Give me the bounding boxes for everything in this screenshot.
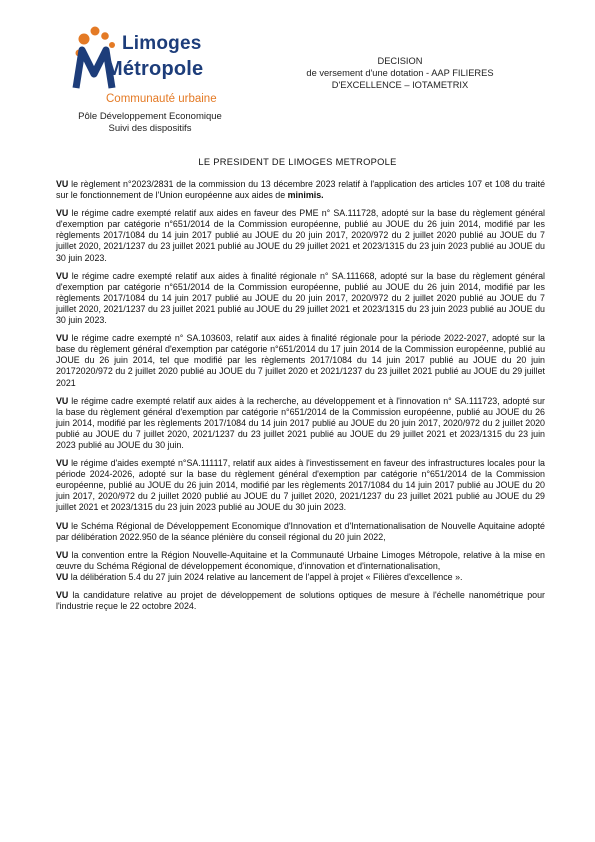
paragraph-1 [56, 179, 545, 201]
paragraph-8 [56, 550, 545, 572]
paragraph-text: le régime cadre exempté relatif aux aides en faveur des PME n° SA.111728, adopté sur la base du règlement général d'exemption par catégorie n°651/2014 de la Commission européenne, publié au JOUE du 26 juin 2014, modifié par les règlements 2017/1084 du 14 juin 2017 publié au JOUE du 20 juin 2017, 2020/972 du 2 juillet 2020 publié au JOUE du 7 juillet 2020, 2021/1237 du 23 juillet 2021 publié au JOUE du 29 juillet 2021 et 2023/1315 du 23 juin 2023 publié au JOUE du 30 juin 2023. [56, 208, 545, 263]
paragraph-text: la candidature relative au projet de développement de solutions optiques de mesure à l'échelle nanométrique pour l'industrie reçue le 22 octobre 2024. [56, 590, 545, 612]
president-heading: LE PRESIDENT DE LIMOGES METROPOLE [198, 157, 397, 167]
vu-label: VU [56, 208, 69, 219]
paragraph-text: le régime cadre exempté n° SA.103603, relatif aux aides à finalité régionale pour la période 2022-2027, adopté sur la base du règlement général d'exemption par catégorie n°651/2014 du 17 juin 2014 de la Commission européenne, publié au JOUE du 26 juin 2014, tel que modifié par les règlements 2017/1084 du 14 juin 2017 publié au JOUE du 20 juin 20172020/972 du 2 juillet 2020 publié au JOUE du 7 juillet 2020 et 2021/1237 du 23 juillet 2021 publié au JOUE du 29 juillet 2021 [56, 333, 545, 388]
logo-line1: Limoges [122, 33, 202, 54]
decision-title [280, 55, 520, 91]
vu-label: VU [56, 590, 69, 600]
paragraph-text: le régime d'aides exempté n°SA.111117, relatif aux aides à l'investissement en faveur des infrastructures locales pour la période 2024-2026, adopté sur la base du règlement général d'exemption par catégorie n°651/2014 de la Commission européenne, publié au JOUE du 26 juin 2014, modifié par les règlements 2017/1084 du 14 juin 2017 publié au JOUE du 20 juin 2017, 2020/972 du 2 juillet 2020 publié au JOUE du 7 juillet 2020, 2021/1237 du 23 juillet 2021 publié au JOUE du 29 juillet 2021 et 2023/1315 du 23 juin 2023 publié au JOUE du 30 juin 2023. [56, 458, 545, 513]
logo-subtitle: Communauté urbaine [106, 93, 217, 105]
pole-block [74, 111, 226, 135]
paragraph-text: le règlement n°2023/2831 de la commission du 13 décembre 2023 relatif à l'application des articles 107 et 108 du traité sur le fonctionnement de l'Union européenne aux aides de [56, 179, 545, 201]
paragraph-text: la délibération 5.4 du 27 juin 2024 relative au lancement de l'appel à projet « Filières d'excellence ». [68, 571, 463, 582]
paragraph-3 [56, 271, 545, 326]
pole-line2: Suivi des dispositifs [108, 123, 192, 134]
decision-line2: de versement d'une dotation - AAP FILIERES [306, 68, 494, 78]
paragraph-5 [56, 396, 545, 451]
paragraph-7 [56, 521, 545, 543]
paragraph-text: le régime cadre exempté relatif aux aides à finalité régionale n° SA.111668, adopté sur la base du règlement général d'exemption par catégorie n°651/2014 de la Commission européenne, publié au JOUE du 26 juin 2014, modifié par les règlements 2017/1084 du 14 juin 2017 publié au JOUE du 20 juin 2017, 2020/972 du 2 juillet 2020 publié au JOUE du 7 juillet 2020, 2021/1237 du 23 juillet 2021 publié au JOUE du 29 juillet 2021 et 2023/1315 du 23 juin 2023 publié au JOUE du 30 juin 2023. [56, 270, 545, 326]
decision-line1: DECISION [377, 56, 423, 66]
vu-label: VU [56, 395, 69, 406]
paragraph-text: la convention entre la Région Nouvelle-Aquitaine et la Communauté Urbaine Limoges Métropole, relative à la mise en œuvre du Schéma Régional de développement économique, d'innovation et d'internationalisation, [56, 549, 545, 571]
logo-line2: Métropole [106, 58, 204, 80]
paragraph-tail: minimis. [287, 190, 324, 201]
paragraph-text: le régime cadre exempté relatif aux aides à la recherche, au développement et à l'innovation n° SA.111723, adopté sur la base du règlement général d'exemption par catégorie n°651/2014 de la Commission européenne, publié au JOUE du 26 juin 2014, modifié par les règlements 2017/1084 du 14 juin 2017 publié au JOUE du 20 juin 2017, 2020/972 du 2 juillet 2020 publié au JOUE du 7 juillet 2020, 2021/1237 du 23 juillet 2021 publié au JOUE du 29 juillet 2021 et 2023/1315 du 23 juin 2023 publié au JOUE du 30 juin. [56, 395, 545, 450]
vu-label: VU [56, 520, 69, 531]
paragraph-6 [56, 458, 545, 513]
paragraph-text: le Schéma Régional de Développement Economique d'Innovation et d'Internationalisation de Nouvelle Aquitaine adopté par délibération 2022.950 de la séance plénière du conseil régional du 20 juin 2022, [56, 520, 545, 542]
document-body [56, 179, 545, 619]
vu-label: VU [56, 270, 69, 281]
vu-label: VU [56, 571, 69, 582]
pole-line1: Pôle Développement Economique [78, 111, 222, 122]
vu-label: VU [56, 458, 69, 469]
paragraph-4 [56, 333, 545, 388]
decision-line3: D'EXCELLENCE – IOTAMETRIX [331, 80, 469, 90]
vu-label: VU [56, 179, 69, 189]
paragraph-9 [56, 572, 545, 583]
paragraph-10 [56, 590, 545, 612]
vu-label: VU [56, 333, 69, 344]
paragraph-2 [56, 208, 545, 263]
vu-label: VU [56, 549, 69, 560]
